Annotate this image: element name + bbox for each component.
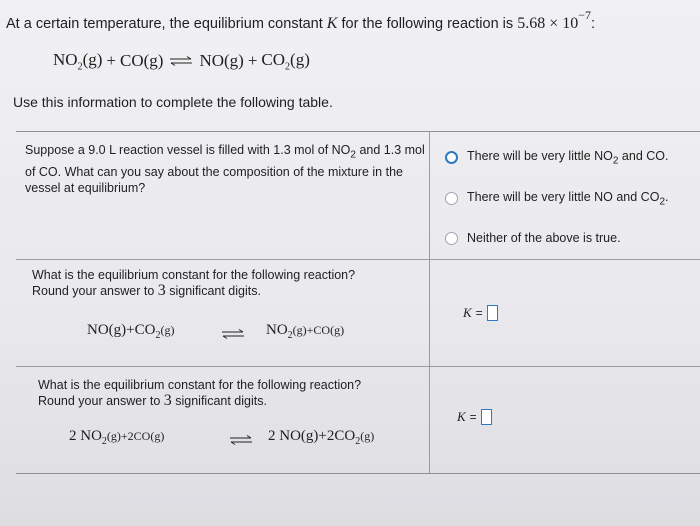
k-exponent: −7 [578, 8, 591, 22]
table-row [16, 366, 700, 473]
product-no: NO(g) [199, 51, 244, 71]
main-reaction [53, 50, 310, 72]
equilibrium-arrow-icon [221, 329, 245, 339]
reactant-no2: $NO_2(g)$ [53, 50, 103, 73]
intro-text: At a certain temperature, the equilibrium constant [6, 15, 327, 32]
plus-sign: + [106, 51, 116, 71]
option-neither[interactable]: Neither of the above is true. [445, 231, 621, 245]
option-little-no-co2[interactable]: There will be very little NO and $CO_2$. [445, 190, 668, 208]
option-little-no2-co[interactable]: There will be very little $NO_2$ and CO. [445, 149, 668, 167]
intro-colon: : [591, 15, 596, 32]
table-row [16, 132, 700, 260]
equilibrium-arrow-icon [169, 56, 193, 66]
radio-button-icon[interactable] [445, 151, 458, 164]
reverse-reaction-right: $NO_2(g)+CO(g)$ [266, 322, 345, 341]
table-row [16, 259, 700, 367]
k-answer-field[interactable]: K = [463, 305, 498, 321]
plus-sign: + [247, 51, 258, 71]
question-reverse-k: What is the equilibrium constant for the following reaction? Round your answer to 3 significant digits. [32, 268, 356, 299]
answer-input-box[interactable] [481, 409, 492, 425]
problem-intro [6, 8, 696, 34]
k-times-ten: × 10 [545, 14, 579, 32]
k-answer-field[interactable]: K = [457, 409, 492, 425]
question-doubled-k: What is the equilibrium constant for the following reaction? Round your answer to 3 significant digits. [38, 378, 362, 409]
question-composition: Suppose a 9.0 L reaction vessel is filled with 1.3 mol of $NO_2$ and 1.3 mol of CO. What can you say about the composition of the mixture in the vessel at equilibrium? [25, 143, 425, 195]
equilibrium-arrow-icon [229, 435, 253, 445]
k-mantissa: 5.68 [517, 14, 546, 32]
k-symbol: K [326, 14, 338, 32]
question-table [16, 131, 700, 474]
intro-text-middle: for the following reaction is [337, 15, 518, 32]
doubled-reaction-right: 2 $NO(g)+2CO_2(g)$ [268, 428, 375, 447]
product-co2: $CO_2(g)$ [261, 50, 310, 73]
doubled-reaction-left: 2 $NO_2(g)+2CO(g)$ [69, 428, 165, 447]
radio-button-icon[interactable] [445, 232, 458, 245]
instruction-text: Use this information to complete the following table. [13, 94, 333, 110]
answer-input-box[interactable] [487, 305, 498, 321]
reactant-co: CO(g) [119, 51, 164, 71]
radio-button-icon[interactable] [445, 192, 458, 205]
reverse-reaction-left: $NO(g)+CO_2(g)$ [87, 322, 175, 341]
